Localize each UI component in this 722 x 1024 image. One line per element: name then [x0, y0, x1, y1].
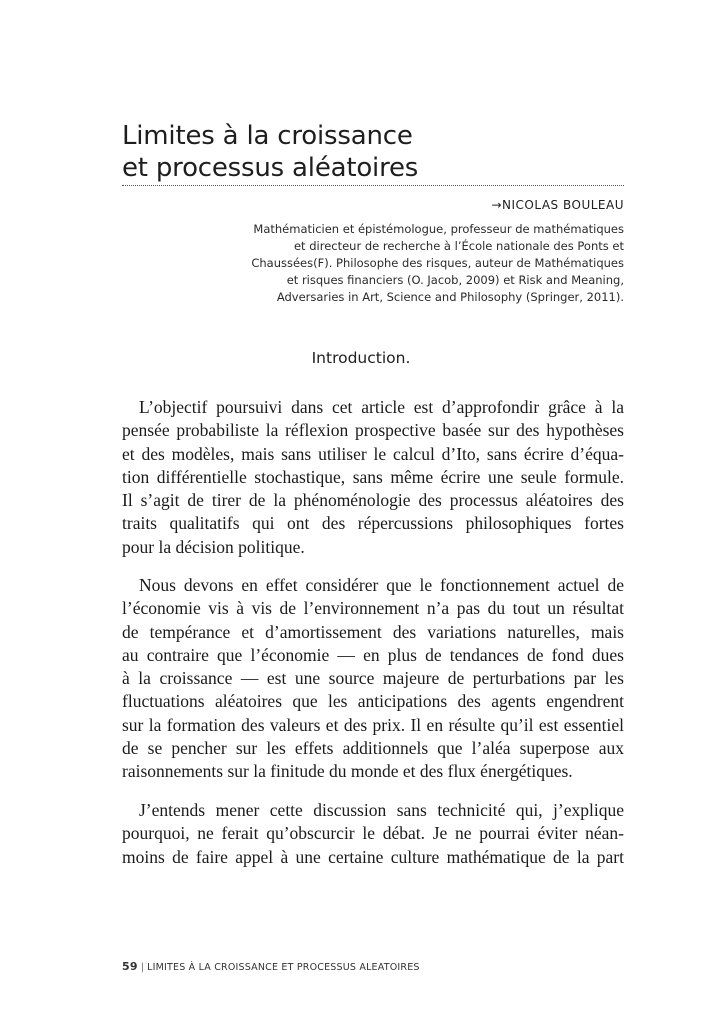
text-line: raisonnements sur la finitude du monde et des flux énergétiques. [122, 761, 573, 782]
author-bio [204, 221, 624, 306]
text-line: Nous devons en effet considérer que le fonctionnement actuel de [139, 575, 624, 595]
article-title [122, 120, 632, 184]
title-line: Limites à la croissance [122, 121, 413, 151]
text-line: moins de faire appel à une certaine culture mathématique de la part [122, 846, 624, 867]
running-title: LIMITES À LA CROISSANCE ET PROCESSUS ALEATOIRES [147, 962, 420, 973]
text-line: tion différentielle stochastique, sans même écrire une seule formule. [122, 466, 624, 487]
text-line: à la croissance — est une source majeure de perturbations par les [122, 668, 624, 689]
title-line: et processus aléatoires [122, 153, 419, 183]
dotted-divider [122, 185, 624, 186]
bio-line: et directeur de recherche à l’École nationale des Ponts et [293, 239, 624, 253]
section-heading: Introduction. [311, 349, 411, 367]
text-line: L’objectif poursuivi dans cet article est d’approfondir grâce à la [139, 397, 624, 417]
bio-line: et risques financiers (O. Jacob, 2009) et Risk and Meaning, [286, 273, 624, 287]
author-name: →NICOLAS BOULEAU [491, 198, 624, 212]
bio-line: Adversaries in Art, Science and Philosophy (Springer, 2011). [276, 290, 624, 304]
text-line: pour la décision politique. [122, 536, 305, 557]
bio-line: Chaussées(F). Philosophe des risques, auteur de Mathématiques [251, 256, 624, 270]
text-line: Il s’agit de tirer de la phénoménologie des processus aléatoires des [122, 490, 624, 511]
text-line: au contraire que l’économie — en plus de tendances de fond dues [122, 644, 624, 665]
text-line: fluctuations aléatoires que les anticipations des agents engendrent [122, 691, 624, 712]
footer-separator: | [140, 962, 145, 973]
body-paragraph-1 [122, 396, 624, 559]
page-footer [122, 960, 420, 973]
text-line: J’entends mener cette discussion sans technicité qui, j’explique [139, 800, 624, 820]
text-line: de tempérance et d’amortissement des variations naturelles, mais [122, 621, 624, 642]
text-line: sur la formation des valeurs et des prix. Il en résulte qu’il est essentiel [122, 714, 624, 735]
page-number: 59 [122, 960, 138, 973]
body-paragraph-3 [122, 799, 624, 869]
body-paragraph-2 [122, 574, 624, 784]
bio-line: Mathématicien et épistémologue, professeur de mathématiques [253, 222, 624, 236]
text-line: et des modèles, mais sans utiliser le calcul d’Ito, sans écrire d’équa- [122, 443, 624, 464]
text-line: pourquoi, ne ferait qu’obscurcir le débat. Je ne pourrai éviter néan- [122, 823, 624, 844]
text-line: traits qualitatifs qui ont des répercussions philosophiques fortes [122, 513, 624, 534]
text-line: pensée probabiliste la réflexion prospective basée sur des hypothèses [122, 420, 624, 441]
text-line: de se pencher sur les effets additionnels que l’aléa superpose aux [122, 738, 624, 759]
text-line: l’économie vis à vis de l’environnement n’a pas du tout un résultat [122, 598, 624, 619]
